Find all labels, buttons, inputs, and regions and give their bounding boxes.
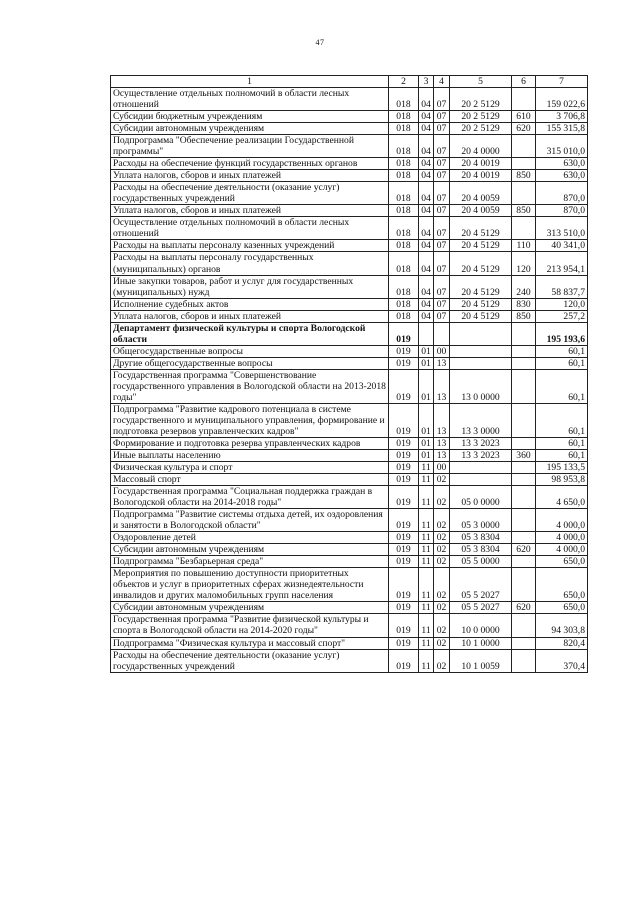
pr-cell: 13	[434, 450, 450, 462]
rz-cell: 04	[419, 158, 434, 170]
csr-cell: 20 4 5129	[450, 298, 512, 310]
vr-cell	[512, 403, 536, 437]
pr-cell: 07	[434, 217, 450, 240]
table-row	[111, 123, 588, 135]
pr-cell: 00	[434, 345, 450, 357]
vedomstvo-cell: 019	[389, 649, 419, 672]
name-cell: Департамент физической культуры и спорта Вологодской области	[111, 322, 389, 345]
pr-cell: 02	[434, 637, 450, 649]
vr-cell: 620	[512, 602, 536, 614]
name-cell: Субсидии автономным учреждениям	[111, 123, 389, 135]
table-row	[111, 462, 588, 474]
table-row	[111, 111, 588, 123]
table-row	[111, 437, 588, 449]
vr-cell: 110	[512, 240, 536, 252]
amount-cell: 40 341,0	[536, 240, 588, 252]
rz-cell: 04	[419, 88, 434, 111]
table-row	[111, 240, 588, 252]
pr-cell: 02	[434, 532, 450, 544]
name-cell: Мероприятия по повышению доступности приоритетных объектов и услуг в приоритетных сферах жизнедеятельности инвалидов и других маломобильных групп населения	[111, 568, 389, 602]
csr-cell: 10 1 0059	[450, 649, 512, 672]
table-row	[111, 205, 588, 217]
name-cell: Подпрограмма "Безбарьерная среда"	[111, 556, 389, 568]
pr-cell: 07	[434, 298, 450, 310]
name-cell: Исполнение судебных актов	[111, 298, 389, 310]
amount-cell: 213 954,1	[536, 252, 588, 275]
table-row	[111, 614, 588, 637]
rz-cell: 04	[419, 123, 434, 135]
pr-cell: 02	[434, 486, 450, 509]
amount-cell: 195 133,5	[536, 462, 588, 474]
amount-cell: 195 193,6	[536, 322, 588, 345]
csr-cell: 13 0 0000	[450, 369, 512, 403]
csr-cell: 20 4 5129	[450, 217, 512, 240]
amount-cell: 98 953,8	[536, 474, 588, 486]
rz-cell: 01	[419, 369, 434, 403]
vr-cell	[512, 345, 536, 357]
vedomstvo-cell: 019	[389, 450, 419, 462]
vr-cell: 850	[512, 205, 536, 217]
csr-cell: 20 4 0059	[450, 205, 512, 217]
vr-cell: 120	[512, 252, 536, 275]
csr-cell: 13 3 2023	[450, 437, 512, 449]
col-header-vedomstvo: 2	[389, 76, 419, 88]
amount-cell: 630,0	[536, 170, 588, 182]
vedomstvo-cell: 019	[389, 532, 419, 544]
rz-cell: 04	[419, 298, 434, 310]
pr-cell: 13	[434, 403, 450, 437]
vr-cell: 610	[512, 111, 536, 123]
name-cell: Уплата налогов, сборов и иных платежей	[111, 170, 389, 182]
pr-cell: 13	[434, 437, 450, 449]
csr-cell: 10 0 0000	[450, 614, 512, 637]
vr-cell	[512, 217, 536, 240]
table-row	[111, 345, 588, 357]
rz-cell: 04	[419, 111, 434, 123]
name-cell: Общегосударственные вопросы	[111, 345, 389, 357]
vedomstvo-cell: 019	[389, 509, 419, 532]
table-row	[111, 568, 588, 602]
csr-cell: 05 3 8304	[450, 532, 512, 544]
table-row	[111, 637, 588, 649]
vr-cell	[512, 637, 536, 649]
vedomstvo-cell: 019	[389, 486, 419, 509]
rz-cell: 01	[419, 437, 434, 449]
amount-cell: 159 022,6	[536, 88, 588, 111]
csr-cell: 13 3 2023	[450, 450, 512, 462]
table-row	[111, 544, 588, 556]
pr-cell: 07	[434, 123, 450, 135]
amount-cell: 60,1	[536, 437, 588, 449]
csr-cell: 20 4 0000	[450, 135, 512, 158]
amount-cell: 155 315,8	[536, 123, 588, 135]
name-cell: Формирование и подготовка резерва управленческих кадров	[111, 437, 389, 449]
vedomstvo-cell: 018	[389, 111, 419, 123]
amount-cell: 650,0	[536, 568, 588, 602]
vedomstvo-cell: 019	[389, 637, 419, 649]
vr-cell	[512, 556, 536, 568]
rz-cell: 11	[419, 568, 434, 602]
vr-cell	[512, 568, 536, 602]
vedomstvo-cell: 018	[389, 135, 419, 158]
table-row	[111, 252, 588, 275]
name-cell: Иные закупки товаров, работ и услуг для государственных (муниципальных) нужд	[111, 275, 389, 298]
vedomstvo-cell: 019	[389, 556, 419, 568]
rz-cell: 11	[419, 544, 434, 556]
pr-cell	[434, 322, 450, 345]
vedomstvo-cell: 018	[389, 158, 419, 170]
vr-cell: 830	[512, 298, 536, 310]
name-cell: Субсидии бюджетным учреждениям	[111, 111, 389, 123]
table-row	[111, 322, 588, 345]
pr-cell: 00	[434, 462, 450, 474]
pr-cell: 02	[434, 544, 450, 556]
vr-cell	[512, 532, 536, 544]
vedomstvo-cell: 019	[389, 568, 419, 602]
vedomstvo-cell: 019	[389, 602, 419, 614]
rz-cell: 11	[419, 637, 434, 649]
page-number: 47	[315, 38, 325, 47]
name-cell: Подпрограмма "Физическая культура и массовый спорт"	[111, 637, 389, 649]
vr-cell	[512, 462, 536, 474]
csr-cell: 20 4 5129	[450, 275, 512, 298]
csr-cell	[450, 474, 512, 486]
column-number-row	[111, 76, 588, 88]
table-row	[111, 649, 588, 672]
vedomstvo-cell: 018	[389, 88, 419, 111]
csr-cell: 13 3 0000	[450, 403, 512, 437]
amount-cell: 60,1	[536, 357, 588, 369]
vr-cell	[512, 614, 536, 637]
vr-cell	[512, 88, 536, 111]
amount-cell: 650,0	[536, 602, 588, 614]
vr-cell	[512, 357, 536, 369]
name-cell: Расходы на обеспечение деятельности (оказание услуг) государственных учреждений	[111, 649, 389, 672]
table-row	[111, 369, 588, 403]
name-cell: Подпрограмма "Обеспечение реализации Государственной программы"	[111, 135, 389, 158]
rz-cell: 01	[419, 357, 434, 369]
table-row	[111, 403, 588, 437]
vr-cell	[512, 322, 536, 345]
name-cell: Другие общегосударственные вопросы	[111, 357, 389, 369]
csr-cell: 20 4 5129	[450, 310, 512, 322]
rz-cell: 01	[419, 345, 434, 357]
pr-cell: 02	[434, 568, 450, 602]
col-header-vr: 6	[512, 76, 536, 88]
name-cell: Субсидии автономным учреждениям	[111, 544, 389, 556]
name-cell: Подпрограмма "Развитие системы отдыха детей, их оздоровления и занятости в Вологодской области"	[111, 509, 389, 532]
table-row	[111, 450, 588, 462]
vedomstvo-cell: 018	[389, 252, 419, 275]
amount-cell: 630,0	[536, 158, 588, 170]
vedomstvo-cell: 019	[389, 357, 419, 369]
amount-cell: 4 000,0	[536, 544, 588, 556]
rz-cell: 04	[419, 275, 434, 298]
amount-cell: 4 650,0	[536, 486, 588, 509]
table-row	[111, 310, 588, 322]
vr-cell	[512, 135, 536, 158]
csr-cell	[450, 462, 512, 474]
table-row	[111, 88, 588, 111]
rz-cell: 04	[419, 252, 434, 275]
rz-cell: 11	[419, 509, 434, 532]
col-header-rz: 3	[419, 76, 434, 88]
amount-cell: 60,1	[536, 369, 588, 403]
pr-cell: 02	[434, 602, 450, 614]
table-row	[111, 532, 588, 544]
col-header-csr: 5	[450, 76, 512, 88]
amount-cell: 315 010,0	[536, 135, 588, 158]
table-row	[111, 217, 588, 240]
name-cell: Государственная программа "Совершенствование государственного управления в Вологодской области на 2013-2018 годы"	[111, 369, 389, 403]
rz-cell: 11	[419, 614, 434, 637]
table-row	[111, 170, 588, 182]
name-cell: Подпрограмма "Развитие кадрового потенциала в системе государственного и муниципального управления, формирование и подготовка резервов управленческих кадров"	[111, 403, 389, 437]
amount-cell: 94 303,8	[536, 614, 588, 637]
name-cell: Расходы на выплаты персоналу государственных (муниципальных) органов	[111, 252, 389, 275]
pr-cell: 07	[434, 205, 450, 217]
vedomstvo-cell: 019	[389, 544, 419, 556]
amount-cell: 313 510,0	[536, 217, 588, 240]
amount-cell: 4 000,0	[536, 509, 588, 532]
csr-cell: 05 5 2027	[450, 602, 512, 614]
amount-cell: 120,0	[536, 298, 588, 310]
csr-cell: 10 1 0000	[450, 637, 512, 649]
vr-cell	[512, 486, 536, 509]
csr-cell: 20 2 5129	[450, 88, 512, 111]
vedomstvo-cell: 018	[389, 170, 419, 182]
amount-cell: 60,1	[536, 450, 588, 462]
csr-cell: 20 4 0059	[450, 182, 512, 205]
pr-cell: 02	[434, 556, 450, 568]
amount-cell: 370,4	[536, 649, 588, 672]
vedomstvo-cell: 018	[389, 310, 419, 322]
budget-table	[110, 75, 588, 673]
rz-cell: 11	[419, 649, 434, 672]
table-row	[111, 135, 588, 158]
rz-cell: 04	[419, 217, 434, 240]
amount-cell: 820,4	[536, 637, 588, 649]
csr-cell	[450, 322, 512, 345]
amount-cell: 60,1	[536, 345, 588, 357]
name-cell: Уплата налогов, сборов и иных платежей	[111, 205, 389, 217]
pr-cell: 07	[434, 88, 450, 111]
vr-cell	[512, 437, 536, 449]
rz-cell: 11	[419, 602, 434, 614]
vedomstvo-cell: 018	[389, 205, 419, 217]
csr-cell: 20 4 0019	[450, 158, 512, 170]
table-row	[111, 275, 588, 298]
name-cell: Осуществление отдельных полномочий в области лесных отношений	[111, 88, 389, 111]
pr-cell: 13	[434, 357, 450, 369]
csr-cell: 20 4 5129	[450, 252, 512, 275]
csr-cell	[450, 345, 512, 357]
rz-cell	[419, 322, 434, 345]
amount-cell: 58 837,7	[536, 275, 588, 298]
pr-cell: 02	[434, 614, 450, 637]
rz-cell: 04	[419, 240, 434, 252]
pr-cell: 07	[434, 310, 450, 322]
csr-cell: 20 4 5129	[450, 240, 512, 252]
rz-cell: 01	[419, 403, 434, 437]
pr-cell: 02	[434, 474, 450, 486]
csr-cell: 20 2 5129	[450, 123, 512, 135]
csr-cell: 05 3 8304	[450, 544, 512, 556]
amount-cell: 870,0	[536, 182, 588, 205]
rz-cell: 11	[419, 532, 434, 544]
vr-cell	[512, 509, 536, 532]
vedomstvo-cell: 019	[389, 437, 419, 449]
amount-cell: 650,0	[536, 556, 588, 568]
rz-cell: 11	[419, 462, 434, 474]
rz-cell: 04	[419, 170, 434, 182]
csr-cell: 05 5 0000	[450, 556, 512, 568]
pr-cell: 07	[434, 135, 450, 158]
vr-cell: 850	[512, 310, 536, 322]
name-cell: Государственная программа "Развитие физической культуры и спорта в Вологодской области на 2014-2020 годы"	[111, 614, 389, 637]
table-row	[111, 474, 588, 486]
pr-cell: 02	[434, 509, 450, 532]
name-cell: Расходы на обеспечение функций государственных органов	[111, 158, 389, 170]
vr-cell	[512, 474, 536, 486]
csr-cell: 05 3 0000	[450, 509, 512, 532]
pr-cell: 02	[434, 649, 450, 672]
vr-cell	[512, 649, 536, 672]
table-row	[111, 602, 588, 614]
amount-cell: 3 706,8	[536, 111, 588, 123]
amount-cell: 4 000,0	[536, 532, 588, 544]
vedomstvo-cell: 019	[389, 345, 419, 357]
col-header-amount: 7	[536, 76, 588, 88]
table-row	[111, 486, 588, 509]
rz-cell: 04	[419, 310, 434, 322]
rz-cell: 11	[419, 556, 434, 568]
table-row	[111, 509, 588, 532]
pr-cell: 13	[434, 369, 450, 403]
rz-cell: 04	[419, 205, 434, 217]
vr-cell	[512, 158, 536, 170]
rz-cell: 04	[419, 182, 434, 205]
csr-cell	[450, 357, 512, 369]
table-body	[111, 88, 588, 673]
amount-cell: 60,1	[536, 403, 588, 437]
rz-cell: 11	[419, 474, 434, 486]
rz-cell: 04	[419, 135, 434, 158]
table-row	[111, 158, 588, 170]
vr-cell: 620	[512, 123, 536, 135]
vedomstvo-cell: 018	[389, 275, 419, 298]
csr-cell: 05 0 0000	[450, 486, 512, 509]
pr-cell: 07	[434, 158, 450, 170]
vedomstvo-cell: 018	[389, 182, 419, 205]
table-row	[111, 182, 588, 205]
col-header-pr: 4	[434, 76, 450, 88]
name-cell: Расходы на выплаты персоналу казенных учреждений	[111, 240, 389, 252]
name-cell: Уплата налогов, сборов и иных платежей	[111, 310, 389, 322]
rz-cell: 11	[419, 486, 434, 509]
table-row	[111, 556, 588, 568]
pr-cell: 07	[434, 170, 450, 182]
name-cell: Физическая культура и спорт	[111, 462, 389, 474]
vr-cell: 360	[512, 450, 536, 462]
name-cell: Государственная программа "Социальная поддержка граждан в Вологодской области на 2014-2018 годы"	[111, 486, 389, 509]
table-row	[111, 357, 588, 369]
vedomstvo-cell: 018	[389, 298, 419, 310]
pr-cell: 07	[434, 182, 450, 205]
vedomstvo-cell: 019	[389, 474, 419, 486]
amount-cell: 870,0	[536, 205, 588, 217]
name-cell: Осуществление отдельных полномочий в области лесных отношений	[111, 217, 389, 240]
amount-cell: 257,2	[536, 310, 588, 322]
vr-cell	[512, 369, 536, 403]
vedomstvo-cell: 018	[389, 123, 419, 135]
csr-cell: 20 4 0019	[450, 170, 512, 182]
vr-cell: 620	[512, 544, 536, 556]
vedomstvo-cell: 019	[389, 322, 419, 345]
name-cell: Оздоровление детей	[111, 532, 389, 544]
csr-cell: 20 2 5129	[450, 111, 512, 123]
name-cell: Иные выплаты населению	[111, 450, 389, 462]
csr-cell: 05 5 2027	[450, 568, 512, 602]
name-cell: Субсидии автономным учреждениям	[111, 602, 389, 614]
vedomstvo-cell: 019	[389, 369, 419, 403]
vr-cell	[512, 182, 536, 205]
vr-cell: 850	[512, 170, 536, 182]
vedomstvo-cell: 019	[389, 614, 419, 637]
vr-cell: 240	[512, 275, 536, 298]
table-row	[111, 298, 588, 310]
pr-cell: 07	[434, 275, 450, 298]
pr-cell: 07	[434, 111, 450, 123]
pr-cell: 07	[434, 252, 450, 275]
rz-cell: 01	[419, 450, 434, 462]
vedomstvo-cell: 018	[389, 240, 419, 252]
col-header-name: 1	[111, 76, 389, 88]
name-cell: Массовый спорт	[111, 474, 389, 486]
pr-cell: 07	[434, 240, 450, 252]
vedomstvo-cell: 019	[389, 403, 419, 437]
vedomstvo-cell: 018	[389, 217, 419, 240]
name-cell: Расходы на обеспечение деятельности (оказание услуг) государственных учреждений	[111, 182, 389, 205]
vedomstvo-cell: 019	[389, 462, 419, 474]
